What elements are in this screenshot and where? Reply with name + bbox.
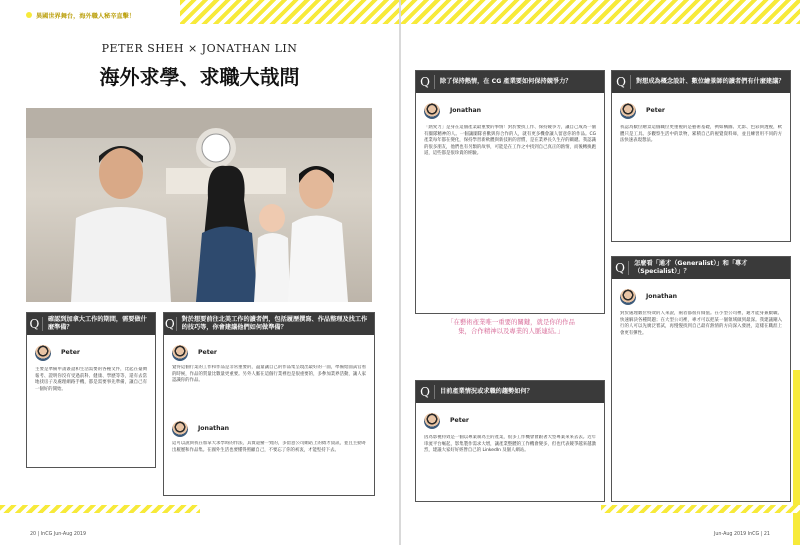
question-text-1: 確認到加拿大工作的期間，需要做什麼準備？ <box>47 316 147 331</box>
avatar-peter <box>620 103 636 119</box>
header-stripes-right <box>401 0 800 24</box>
left-page <box>0 0 399 545</box>
answer-text-6: 對於處理數位特效的人來說，兩者都很有價值。在小型公司裡，通才能身兼數職、快速解決各種問題；在大型公司裡，專才可以把某一個領域做到最深。我建議剛入行的人可以先廣泛嘗試，再慢慢找到自己最有熱情的方向深入發展，這樣在職涯上會更有彈性。 <box>620 311 782 336</box>
q-letter: Q <box>416 385 435 399</box>
kicker-dot-icon <box>26 12 32 18</box>
question-box-5 <box>611 70 791 242</box>
question-header-6 <box>612 257 790 279</box>
answer-text-2b: 這可以說與我在加拿大求學時的作法，其實還蠻一致的，多留意公司網站上的徵才資訊，並且主動寄出履歷和作品集。在國外生活也要懂得照顧自己，不要忘了你的初衷，才能堅持下去。 <box>172 441 366 453</box>
photo-people-illustration <box>26 108 372 302</box>
question-text-4: 目前產業情況或求職的趨勢如何？ <box>440 388 533 395</box>
question-header-4 <box>416 381 604 403</box>
question-box-1 <box>26 312 156 468</box>
header-kicker: 異國世界舞台，海外職人秘辛直擊！ <box>36 13 135 20</box>
footer-stripes <box>0 505 200 513</box>
avatar-jonathan <box>172 421 188 437</box>
answer-text-5: 我認為數位繪景這個職位更重視的是藝術基礎，例如構圖、光影、色彩與透視，軟體只是工具。多觀察生活中的景物，累積自己的視覺資料庫，並且練習用不同的方法快速表現想法。 <box>620 125 782 144</box>
question-text-3: 除了保持熱情，在 CG 產業要如何保持競爭力？ <box>440 78 572 85</box>
answer-text-1: 主要是準備申請簽證和生活需要的各種文件，比起在臺灣報考、證明你沒有受過前科、健康、學歷等等，還有去當地找房子及處理網路手機，都是需要事先準備，讓自己有一個好的開始。 <box>35 367 147 392</box>
question-header-2 <box>164 313 374 335</box>
avatar-peter <box>35 345 51 361</box>
q-letter: Q <box>612 75 631 89</box>
avatar-peter <box>424 413 440 429</box>
avatar-jonathan <box>620 289 636 305</box>
avatar-peter <box>172 345 188 361</box>
question-header-3 <box>416 71 604 93</box>
footer-left: 20 | InCG Jun-Aug 2019 <box>30 532 87 537</box>
answer-text-2a: 覺得這個行業的工作和作品是非常重要的，盡量讓自己的作品集呈現出最好的一面，準備給面試官看的時候，作品的質量比數量更重要。另外人脈在這個行業裡也是很重要的，多參加業界活動，讓人家認識你的作品。 <box>172 365 366 384</box>
answer-text-4: 因為影視特效是一個以專案制為主的產業，很多工作機會會跟著大型專案來來去去。近年串流平台崛起，影集製作需求大增，讓產業整體的工作機會變多，但也代表競爭越來越激烈，建議大家好好經營自己的 LinkedIn 及個人網站。 <box>424 435 596 454</box>
pull-quote: 「在藝術產業唯一重要的關鍵，就是你的作品集，合作精神以及專業的人脈連結。」 <box>447 318 575 335</box>
question-box-4 <box>415 380 605 502</box>
footer-right: Jun-Aug 2019 InCG | 21 <box>713 532 770 537</box>
question-header-1 <box>27 313 155 335</box>
question-box-6 <box>611 256 791 502</box>
speaker-name: Peter <box>61 349 80 356</box>
header-stripes <box>180 0 399 24</box>
footer-stripes-right <box>601 505 800 513</box>
question-text-2: 對於想要前往北美工作的讀者們，包括履歷撰寫、作品整理及找工作的技巧等，你會建議他們如何做準備？ <box>181 316 368 331</box>
question-text-6: 怎麼看「通才（Generalist）」和「專才（Specialist）」？ <box>634 260 748 275</box>
q-letter: Q <box>416 75 435 89</box>
speaker-name: Jonathan <box>198 425 230 432</box>
page-title: 海外求學、求職大哉問 <box>99 65 300 89</box>
speaker-name: Peter <box>450 417 469 424</box>
side-accent-bar <box>793 370 800 545</box>
speaker-name: Peter <box>198 349 217 356</box>
question-box-2 <box>163 312 375 496</box>
speaker-name: Jonathan <box>646 293 678 300</box>
speaker-name: Peter <box>646 107 665 114</box>
interview-photo <box>26 108 372 302</box>
interviewee-names: PETER SHEH × JONATHAN LIN <box>101 42 298 55</box>
q-letter: Q <box>164 317 175 331</box>
avatar-jonathan <box>424 103 440 119</box>
question-box-3 <box>415 70 605 314</box>
answer-text-3: 「熱愛力」是身在這個產業最重要的事情！對於要找工作、保持競爭力，讓自己成為一個有團隊精神的人。一個讓團隊喜歡與你合作的人，就有更多機會讓人留意你的作品。CG 產業每年都在變化，保持學習新軟體與新技術的習慣，是在業界長久生存的關鍵。我認識的很多朋友，他們也有另類的故事，可能是在工作之中找到自己真正的熱情，而後轉換跑道，這些都是很珍貴的經驗。 <box>424 125 596 157</box>
right-page <box>401 0 800 545</box>
question-text-5: 對想成為概念設計、數位繪景師的讀者們有什麼建議？ <box>636 78 785 85</box>
question-header-5 <box>612 71 790 93</box>
q-letter: Q <box>612 261 629 275</box>
speaker-name: Jonathan <box>450 107 482 114</box>
q-letter: Q <box>27 317 43 331</box>
